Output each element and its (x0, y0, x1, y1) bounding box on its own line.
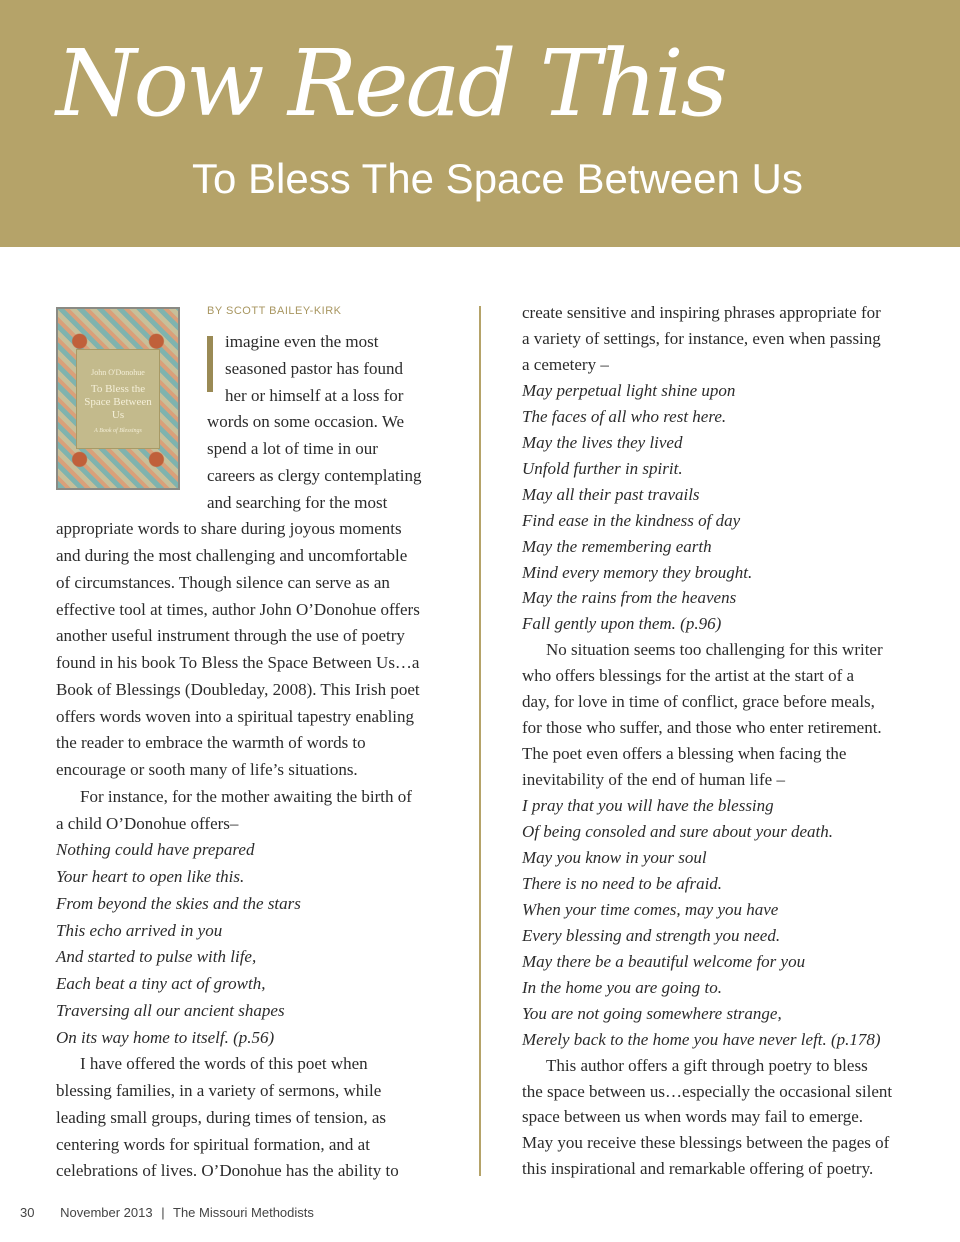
body-text-line: appropriate words to share during joyous moments (56, 519, 402, 539)
book-cover-title: To Bless the Space Between Us (84, 383, 152, 421)
body-text-line: a child O’Donohue offers– (56, 813, 239, 833)
body-text-line: Book of Blessings (Doubleday, 2008). This Irish poet (56, 679, 420, 699)
body-text-line: encourage or sooth many of life’s situations. (56, 760, 358, 779)
body-text-line: This author offers a gift through poetry to bless (546, 1055, 868, 1075)
footer-separator: | (161, 1205, 165, 1220)
column-divider (479, 306, 481, 1176)
body-text-line: found in his book To Bless the Space Between Us…a (56, 653, 420, 672)
book-cover-author: John O'Donohue (91, 368, 145, 377)
body-text-line: blessing families, in a variety of sermons, while (56, 1081, 382, 1100)
body-text-line: spend a lot of time in our (207, 439, 378, 458)
poem-line: Nothing could have prepared (56, 840, 255, 860)
poem-line: I pray that you will have the blessing (522, 796, 774, 816)
poem-line: There is no need to be afraid. (522, 873, 723, 893)
poem-line: When your time comes, may you have (522, 899, 779, 919)
book-cover-panel (76, 349, 160, 449)
poem-line: In the home you are going to. (522, 977, 723, 997)
body-text-line: and during the most challenging and uncomfortable (56, 546, 408, 565)
body-text-line: seasoned pastor has found (225, 358, 403, 378)
page-number: 30 (20, 1205, 35, 1220)
body-text-line: for those who suffer, and those who enter retirement. (522, 718, 882, 738)
body-text-line: a variety of settings, for instance, even when passing (522, 328, 881, 348)
body-text-line: I have offered the words of this poet when (80, 1054, 368, 1074)
poem-line: Find ease in the kindness of day (522, 510, 741, 530)
header-banner (0, 0, 960, 247)
poem-line: May perpetual light shine upon (522, 380, 736, 400)
body-text-line: the reader to embrace the warmth of words to (56, 733, 366, 753)
byline: BY SCOTT BAILEY-KIRK (207, 305, 342, 317)
poem-line: May you know in your soul (522, 847, 707, 867)
body-text-line: No situation seems too challenging for this writer (546, 640, 883, 660)
body-text-line: The poet even offers a blessing when facing the (522, 744, 847, 764)
body-text-line: another useful instrument through the use of poetry (56, 626, 405, 646)
body-text-line: a cemetery – (522, 354, 609, 374)
body-text-line: who offers blessings for the artist at the start of a (522, 666, 855, 686)
poem-line: Each beat a tiny act of growth, (56, 974, 266, 993)
body-text-line: celebrations of lives. O’Donohue has the ability to (56, 1161, 399, 1181)
article-title: To Bless The Space Between Us (192, 155, 803, 202)
drop-cap (207, 336, 213, 392)
poem-line: Mind every memory they brought. (522, 562, 753, 582)
poem-line: May the rains from the heavens (522, 588, 737, 608)
body-text-line: create sensitive and inspiring phrases appropriate for (522, 303, 881, 322)
body-text-line: For instance, for the mother awaiting the birth of (80, 786, 412, 806)
publication-name: The Missouri Methodists (173, 1205, 314, 1220)
poem-line: May there be a beautiful welcome for you (522, 951, 806, 971)
body-text-line: her or himself at a loss for (225, 385, 404, 405)
body-text-line: effective tool at times, author John O’Donohue offers (56, 599, 420, 619)
poem-line: Of being consoled and sure about your death. (522, 822, 833, 841)
poem-line: Unfold further in spirit. (522, 458, 683, 478)
page-footer (20, 1205, 314, 1220)
body-text-line: of circumstances. Though silence can serve as an (56, 572, 390, 592)
body-text-line: May you receive these blessings between the pages of (522, 1133, 890, 1153)
poem-line: May the remembering earth (522, 536, 712, 556)
poem-line: Your heart to open like this. (56, 867, 245, 886)
poem-line: You are not going somewhere strange, (522, 1003, 782, 1023)
poem-line: On its way home to itself. (p.56) (56, 1027, 275, 1047)
poem-line: From beyond the skies and the stars (56, 893, 301, 913)
body-text-line: leading small groups, during times of tension, as (56, 1107, 387, 1127)
body-text-line: this inspirational and remarkable offering of poetry. (522, 1159, 874, 1179)
body-text-line: offers words woven into a spiritual tapestry enabling (56, 706, 415, 726)
issue-date: November 2013 (60, 1205, 153, 1220)
body-text-line: space between us when words may fail to emerge. (522, 1107, 863, 1127)
poem-line: The faces of all who rest here. (522, 406, 727, 426)
poem-line: Every blessing and strength you need. (522, 925, 781, 945)
body-text-line: careers as clergy contemplating (207, 465, 422, 485)
poem-line: May the lives they lived (522, 432, 683, 452)
body-text-line: centering words for spiritual formation, and at (56, 1134, 370, 1154)
body-text-line: words on some occasion. We (207, 412, 405, 432)
body-text-line: and searching for the most (207, 492, 388, 512)
book-cover-image (56, 307, 180, 490)
book-cover-subtitle: A Book of Blessings (94, 428, 142, 434)
poem-line: Fall gently upon them. (p.96) (522, 614, 722, 634)
body-text-line: imagine even the most (225, 332, 379, 351)
masthead-title: Now Read This (56, 30, 725, 137)
poem-line: And started to pulse with life, (56, 947, 257, 967)
body-text-line: inevitability of the end of human life – (522, 770, 785, 790)
body-text-line: day, for love in time of conflict, grace before meals, (522, 692, 875, 712)
poem-line: This echo arrived in you (56, 920, 223, 940)
body-text-line: the space between us…especially the occasional silent (522, 1081, 893, 1101)
poem-line: Merely back to the home you have never left. (p.178) (522, 1029, 881, 1049)
poem-line: Traversing all our ancient shapes (56, 1000, 285, 1020)
poem-line: May all their past travails (522, 484, 700, 504)
